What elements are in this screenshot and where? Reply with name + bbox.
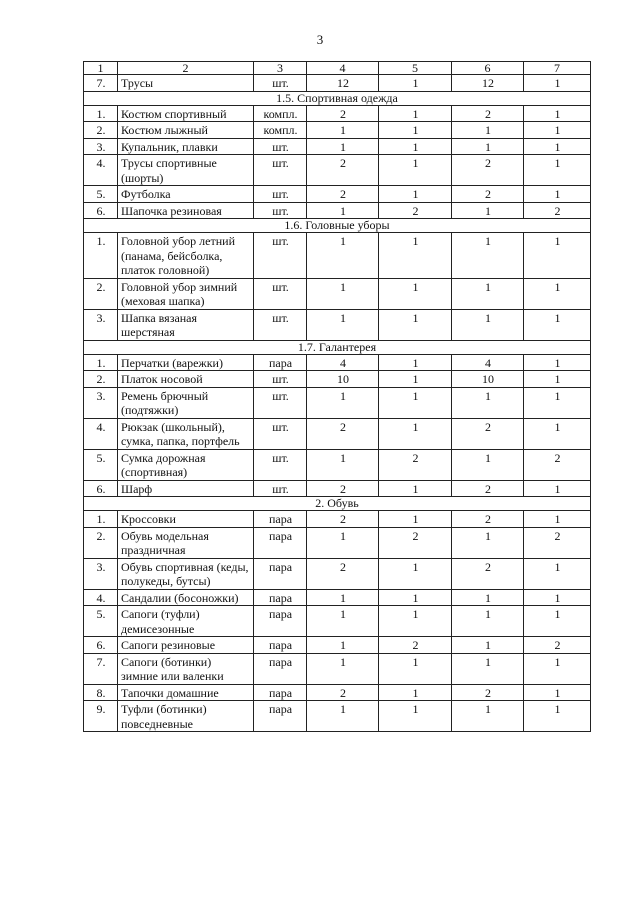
unit: пара bbox=[254, 684, 307, 701]
col-6-value: 2 bbox=[452, 418, 524, 449]
header-cell: 6 bbox=[452, 62, 524, 75]
col-7-value: 1 bbox=[524, 105, 591, 122]
col-5-value: 1 bbox=[379, 558, 452, 589]
col-4-value: 1 bbox=[307, 309, 379, 340]
table-row bbox=[84, 75, 591, 92]
item-name: Перчатки (варежки) bbox=[118, 354, 254, 371]
col-7-value: 1 bbox=[524, 278, 591, 309]
section-header-row bbox=[84, 91, 591, 105]
unit: шт. bbox=[254, 138, 307, 155]
section-header-row bbox=[84, 340, 591, 354]
row-number: 2. bbox=[84, 122, 118, 139]
col-5-value: 2 bbox=[379, 449, 452, 480]
col-5-value: 1 bbox=[379, 233, 452, 279]
item-name: Костюм спортивный bbox=[118, 105, 254, 122]
table-row bbox=[84, 138, 591, 155]
col-5-value: 1 bbox=[379, 105, 452, 122]
unit: пара bbox=[254, 653, 307, 684]
col-7-value: 1 bbox=[524, 309, 591, 340]
item-name: Футболка bbox=[118, 186, 254, 203]
header-cell: 5 bbox=[379, 62, 452, 75]
col-4-value: 1 bbox=[307, 278, 379, 309]
unit: пара bbox=[254, 701, 307, 732]
col-7-value: 1 bbox=[524, 371, 591, 388]
col-4-value: 1 bbox=[307, 387, 379, 418]
col-6-value: 1 bbox=[452, 449, 524, 480]
col-5-value: 1 bbox=[379, 606, 452, 637]
col-5-value: 1 bbox=[379, 354, 452, 371]
col-7-value: 2 bbox=[524, 449, 591, 480]
col-5-value: 1 bbox=[379, 122, 452, 139]
unit: пара bbox=[254, 354, 307, 371]
unit: пара bbox=[254, 606, 307, 637]
item-name: Головной убор зимний (меховая шапка) bbox=[118, 278, 254, 309]
row-number: 8. bbox=[84, 684, 118, 701]
col-7-value: 1 bbox=[524, 75, 591, 92]
col-6-value: 1 bbox=[452, 122, 524, 139]
col-5-value: 1 bbox=[379, 684, 452, 701]
col-5-value: 1 bbox=[379, 387, 452, 418]
col-6-value: 1 bbox=[452, 637, 524, 654]
col-7-value: 2 bbox=[524, 527, 591, 558]
header-cell: 1 bbox=[84, 62, 118, 75]
row-number: 3. bbox=[84, 387, 118, 418]
table-row bbox=[84, 527, 591, 558]
col-6-value: 1 bbox=[452, 202, 524, 219]
item-name: Ремень брючный (подтяжки) bbox=[118, 387, 254, 418]
table-row bbox=[84, 233, 591, 279]
row-number: 7. bbox=[84, 75, 118, 92]
unit: пара bbox=[254, 589, 307, 606]
unit: шт. bbox=[254, 480, 307, 497]
col-7-value: 1 bbox=[524, 387, 591, 418]
col-6-value: 1 bbox=[452, 701, 524, 732]
col-4-value: 1 bbox=[307, 637, 379, 654]
col-6-value: 2 bbox=[452, 684, 524, 701]
table-row bbox=[84, 186, 591, 203]
page-number: 3 bbox=[316, 32, 324, 47]
col-7-value: 1 bbox=[524, 606, 591, 637]
table-row bbox=[84, 418, 591, 449]
header-cell: 2 bbox=[118, 62, 254, 75]
col-4-value: 2 bbox=[307, 186, 379, 203]
col-7-value: 1 bbox=[524, 589, 591, 606]
col-7-value: 1 bbox=[524, 138, 591, 155]
item-name: Трусы bbox=[118, 75, 254, 92]
row-number: 3. bbox=[84, 309, 118, 340]
table-row bbox=[84, 122, 591, 139]
col-7-value: 1 bbox=[524, 480, 591, 497]
item-name: Сандалии (босоножки) bbox=[118, 589, 254, 606]
item-name: Трусы спортивные (шорты) bbox=[118, 155, 254, 186]
table-row bbox=[84, 653, 591, 684]
row-number: 5. bbox=[84, 606, 118, 637]
table-row bbox=[84, 278, 591, 309]
col-5-value: 1 bbox=[379, 511, 452, 528]
unit: шт. bbox=[254, 202, 307, 219]
col-4-value: 1 bbox=[307, 449, 379, 480]
col-5-value: 1 bbox=[379, 155, 452, 186]
unit: компл. bbox=[254, 105, 307, 122]
col-7-value: 1 bbox=[524, 701, 591, 732]
unit: пара bbox=[254, 527, 307, 558]
table-header-row bbox=[84, 62, 591, 75]
item-name: Рюкзак (школьный), сумка, папка, портфель bbox=[118, 418, 254, 449]
col-5-value: 2 bbox=[379, 527, 452, 558]
table-row bbox=[84, 309, 591, 340]
unit: шт. bbox=[254, 155, 307, 186]
row-number: 5. bbox=[84, 186, 118, 203]
item-name: Сапоги резиновые bbox=[118, 637, 254, 654]
item-name: Обувь спортивная (кеды, полукеды, бутсы) bbox=[118, 558, 254, 589]
col-5-value: 1 bbox=[379, 371, 452, 388]
col-4-value: 12 bbox=[307, 75, 379, 92]
table-row bbox=[84, 371, 591, 388]
col-4-value: 1 bbox=[307, 138, 379, 155]
col-6-value: 1 bbox=[452, 606, 524, 637]
header-cell: 3 bbox=[254, 62, 307, 75]
unit: пара bbox=[254, 637, 307, 654]
col-4-value: 2 bbox=[307, 155, 379, 186]
col-7-value: 2 bbox=[524, 637, 591, 654]
item-name: Сапоги (ботинки) зимние или валенки bbox=[118, 653, 254, 684]
item-name: Платок носовой bbox=[118, 371, 254, 388]
unit: шт. bbox=[254, 309, 307, 340]
item-name: Тапочки домашние bbox=[118, 684, 254, 701]
col-6-value: 1 bbox=[452, 233, 524, 279]
col-4-value: 1 bbox=[307, 233, 379, 279]
row-number: 2. bbox=[84, 527, 118, 558]
col-5-value: 1 bbox=[379, 278, 452, 309]
row-number: 1. bbox=[84, 511, 118, 528]
row-number: 4. bbox=[84, 155, 118, 186]
row-number: 2. bbox=[84, 278, 118, 309]
col-6-value: 1 bbox=[452, 653, 524, 684]
col-5-value: 1 bbox=[379, 75, 452, 92]
col-6-value: 1 bbox=[452, 387, 524, 418]
table-row bbox=[84, 354, 591, 371]
col-6-value: 2 bbox=[452, 105, 524, 122]
row-number: 3. bbox=[84, 138, 118, 155]
item-name: Сумка дорожная (спортивная) bbox=[118, 449, 254, 480]
header-cell: 7 bbox=[524, 62, 591, 75]
col-6-value: 1 bbox=[452, 589, 524, 606]
col-4-value: 2 bbox=[307, 684, 379, 701]
col-6-value: 1 bbox=[452, 527, 524, 558]
unit: пара bbox=[254, 558, 307, 589]
header-cell: 4 bbox=[307, 62, 379, 75]
col-5-value: 1 bbox=[379, 701, 452, 732]
col-4-value: 2 bbox=[307, 511, 379, 528]
table-row bbox=[84, 701, 591, 732]
row-number: 1. bbox=[84, 354, 118, 371]
col-7-value: 1 bbox=[524, 354, 591, 371]
table-row bbox=[84, 511, 591, 528]
item-name: Костюм лыжный bbox=[118, 122, 254, 139]
row-number: 1. bbox=[84, 105, 118, 122]
item-name: Обувь модельная праздничная bbox=[118, 527, 254, 558]
item-name: Шапка вязаная шерстяная bbox=[118, 309, 254, 340]
col-4-value: 2 bbox=[307, 480, 379, 497]
col-6-value: 1 bbox=[452, 138, 524, 155]
col-6-value: 1 bbox=[452, 309, 524, 340]
col-5-value: 2 bbox=[379, 202, 452, 219]
unit: шт. bbox=[254, 371, 307, 388]
col-5-value: 1 bbox=[379, 138, 452, 155]
row-number: 5. bbox=[84, 449, 118, 480]
col-7-value: 1 bbox=[524, 418, 591, 449]
row-number: 1. bbox=[84, 233, 118, 279]
item-name: Головной убор летний (панама, бейсболка, платок головной) bbox=[118, 233, 254, 279]
unit: шт. bbox=[254, 418, 307, 449]
col-7-value: 1 bbox=[524, 186, 591, 203]
table-row bbox=[84, 637, 591, 654]
row-number: 9. bbox=[84, 701, 118, 732]
col-5-value: 1 bbox=[379, 186, 452, 203]
table-row bbox=[84, 606, 591, 637]
item-name: Шапочка резиновая bbox=[118, 202, 254, 219]
col-4-value: 1 bbox=[307, 653, 379, 684]
col-6-value: 2 bbox=[452, 480, 524, 497]
col-7-value: 1 bbox=[524, 122, 591, 139]
section-title: 1.7. Галантерея bbox=[84, 340, 591, 354]
row-number: 4. bbox=[84, 589, 118, 606]
table-row bbox=[84, 449, 591, 480]
section-header-row bbox=[84, 219, 591, 233]
unit: шт. bbox=[254, 449, 307, 480]
col-4-value: 2 bbox=[307, 418, 379, 449]
col-4-value: 1 bbox=[307, 122, 379, 139]
col-7-value: 1 bbox=[524, 684, 591, 701]
row-number: 6. bbox=[84, 637, 118, 654]
table-row bbox=[84, 480, 591, 497]
row-number: 3. bbox=[84, 558, 118, 589]
item-name: Кроссовки bbox=[118, 511, 254, 528]
section-title: 1.5. Спортивная одежда bbox=[84, 91, 591, 105]
col-5-value: 1 bbox=[379, 589, 452, 606]
col-7-value: 1 bbox=[524, 653, 591, 684]
col-5-value: 2 bbox=[379, 637, 452, 654]
col-4-value: 1 bbox=[307, 527, 379, 558]
col-6-value: 2 bbox=[452, 186, 524, 203]
item-name: Шарф bbox=[118, 480, 254, 497]
section-title: 2. Обувь bbox=[84, 497, 591, 511]
table-row bbox=[84, 202, 591, 219]
item-name: Сапоги (туфли) демисезонные bbox=[118, 606, 254, 637]
clothing-norms-table bbox=[83, 61, 591, 732]
row-number: 6. bbox=[84, 480, 118, 497]
col-5-value: 1 bbox=[379, 418, 452, 449]
col-4-value: 1 bbox=[307, 589, 379, 606]
table-row bbox=[84, 387, 591, 418]
col-6-value: 2 bbox=[452, 155, 524, 186]
col-7-value: 1 bbox=[524, 511, 591, 528]
unit: компл. bbox=[254, 122, 307, 139]
col-5-value: 1 bbox=[379, 480, 452, 497]
col-6-value: 1 bbox=[452, 278, 524, 309]
table-row bbox=[84, 105, 591, 122]
item-name: Купальник, плавки bbox=[118, 138, 254, 155]
table-row bbox=[84, 558, 591, 589]
unit: шт. bbox=[254, 75, 307, 92]
col-4-value: 1 bbox=[307, 202, 379, 219]
section-header-row bbox=[84, 497, 591, 511]
col-4-value: 2 bbox=[307, 558, 379, 589]
col-4-value: 4 bbox=[307, 354, 379, 371]
col-6-value: 10 bbox=[452, 371, 524, 388]
col-6-value: 2 bbox=[452, 558, 524, 589]
section-title: 1.6. Головные уборы bbox=[84, 219, 591, 233]
row-number: 2. bbox=[84, 371, 118, 388]
col-7-value: 1 bbox=[524, 558, 591, 589]
col-4-value: 1 bbox=[307, 701, 379, 732]
col-7-value: 2 bbox=[524, 202, 591, 219]
table-row bbox=[84, 155, 591, 186]
unit: шт. bbox=[254, 387, 307, 418]
row-number: 6. bbox=[84, 202, 118, 219]
table-row bbox=[84, 589, 591, 606]
col-5-value: 1 bbox=[379, 309, 452, 340]
row-number: 4. bbox=[84, 418, 118, 449]
table-row bbox=[84, 684, 591, 701]
col-6-value: 2 bbox=[452, 511, 524, 528]
col-7-value: 1 bbox=[524, 233, 591, 279]
unit: шт. bbox=[254, 278, 307, 309]
col-6-value: 12 bbox=[452, 75, 524, 92]
unit: шт. bbox=[254, 233, 307, 279]
col-4-value: 1 bbox=[307, 606, 379, 637]
row-number: 7. bbox=[84, 653, 118, 684]
unit: пара bbox=[254, 511, 307, 528]
col-5-value: 1 bbox=[379, 653, 452, 684]
item-name: Туфли (ботинки) повседневные bbox=[118, 701, 254, 732]
unit: шт. bbox=[254, 186, 307, 203]
col-4-value: 10 bbox=[307, 371, 379, 388]
col-6-value: 4 bbox=[452, 354, 524, 371]
col-4-value: 2 bbox=[307, 105, 379, 122]
col-7-value: 1 bbox=[524, 155, 591, 186]
